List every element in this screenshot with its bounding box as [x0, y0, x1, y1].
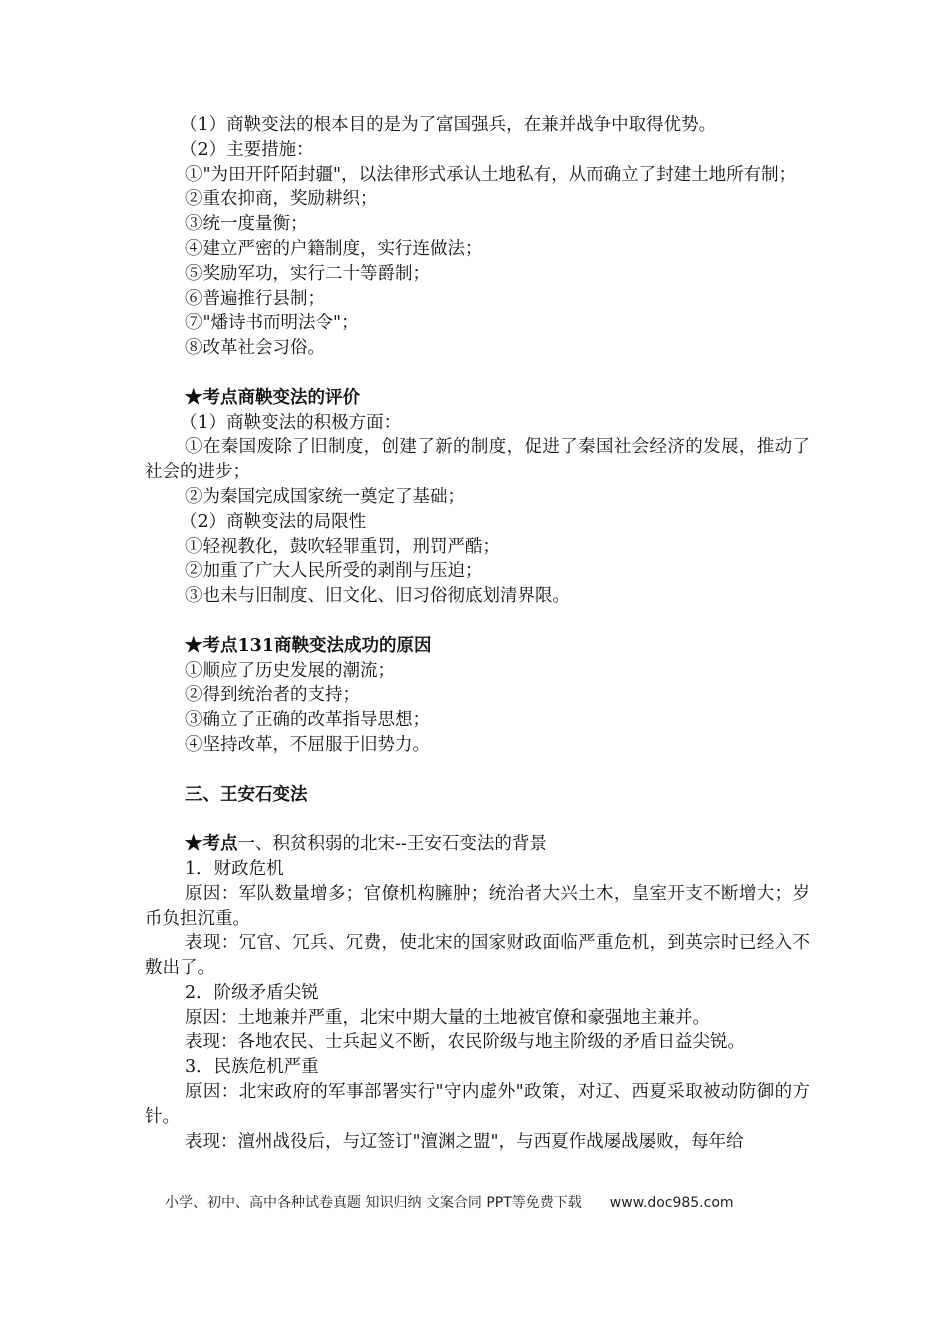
list-item: ③也未与旧制度、旧文化、旧习俗彻底划清界限。: [185, 586, 570, 607]
list-item: ②得到统治者的支持；: [185, 685, 360, 706]
list-item: ④建立严密的户籍制度，实行连做法；: [185, 238, 483, 259]
spacer: [145, 807, 810, 832]
list-item: ①在秦国废除了旧制度，创建了新的制度，促进了秦国社会经济的发展，推动了社会的进步；: [145, 437, 810, 483]
subsection-title: 2．阶级矛盾尖锐: [185, 982, 319, 1003]
subsection-title: 1．财政危机: [185, 858, 284, 879]
paragraph: 原因：军队数量增多；官僚机构臃肿；统治者大兴土木，皇室开支不断增大；岁币负担沉重。: [145, 883, 810, 929]
paragraph: （1）商鞅变法的根本目的是为了富国强兵，在兼并战争中取得优势。: [180, 115, 717, 135]
section-heading: [145, 832, 810, 857]
list-item: ①顺应了历史发展的潮流；: [185, 660, 395, 681]
spacer: [145, 361, 810, 386]
paragraph: 表现：澶州战役后，与辽签订"澶渊之盟"，与西夏作战屡战屡败，每年给: [185, 1131, 744, 1152]
list-item: ③确立了正确的改革指导思想；: [185, 710, 430, 731]
footer-link[interactable]: www.doc985.com: [609, 1195, 734, 1211]
footer-text: 小学、初中、高中各种试卷真题 知识归纳 文案合同 PPT等免费下载: [165, 1195, 582, 1211]
list-item: ④坚持改革，不屈服于旧势力。: [185, 734, 430, 755]
paragraph: 表现：各地农民、士兵起义不断，农民阶级与地主阶级的矛盾日益尖锐。: [185, 1032, 745, 1053]
section-heading: ★考点131商鞅变法成功的原因: [185, 635, 432, 656]
paragraph: 原因：北宋政府的军事部署实行"守内虚外"政策，对辽、西夏采取被动防御的方针。: [145, 1082, 810, 1127]
list-item: ②加重了广大人民所受的剥削与压迫；: [185, 561, 483, 582]
list-item: ①轻视教化，鼓吹轻罪重罚，刑罚严酷；: [185, 536, 500, 557]
heading-text: 一、积贫积弱的北宋--王安石变法的背景: [237, 834, 547, 855]
list-item: ⑧改革社会习俗。: [185, 338, 325, 359]
page-footer: [165, 1192, 734, 1212]
section-heading: ★考点商鞅变法的评价: [185, 387, 360, 408]
list-item: ⑤奖励军功，实行二十等爵制；: [185, 263, 430, 284]
paragraph: 表现：冗官、冗兵、冗费，使北宋的国家财政面临严重危机，到英宗时已经入不敷出了。: [145, 933, 810, 979]
paragraph: （2）商鞅变法的局限性: [180, 511, 367, 532]
paragraph: 原因：土地兼并严重，北宋中期大量的土地被官僚和豪强地主兼并。: [185, 1007, 710, 1028]
spacer: [145, 609, 810, 634]
list-item: ⑥普遍推行县制；: [185, 288, 325, 309]
document-body: [145, 113, 810, 1154]
list-item: ②重农抑商，奖励耕织；: [185, 189, 378, 210]
chapter-heading: 三、王安石变法: [185, 784, 308, 805]
spacer: [145, 758, 810, 783]
paragraph: （2）主要措施：: [180, 139, 314, 160]
list-item: ⑦"燔诗书而明法令"；: [185, 313, 359, 334]
list-item: ①"为田开阡陌封疆"，以法律形式承认土地私有，从而确立了封建土地所有制；: [185, 164, 797, 185]
heading-marker: ★考点: [185, 834, 238, 855]
subsection-title: 3．民族危机严重: [185, 1057, 319, 1078]
paragraph: （1）商鞅变法的积极方面：: [180, 412, 402, 433]
list-item: ②为秦国完成国家统一奠定了基础；: [185, 486, 465, 507]
list-item: ③统一度量衡；: [185, 214, 308, 235]
